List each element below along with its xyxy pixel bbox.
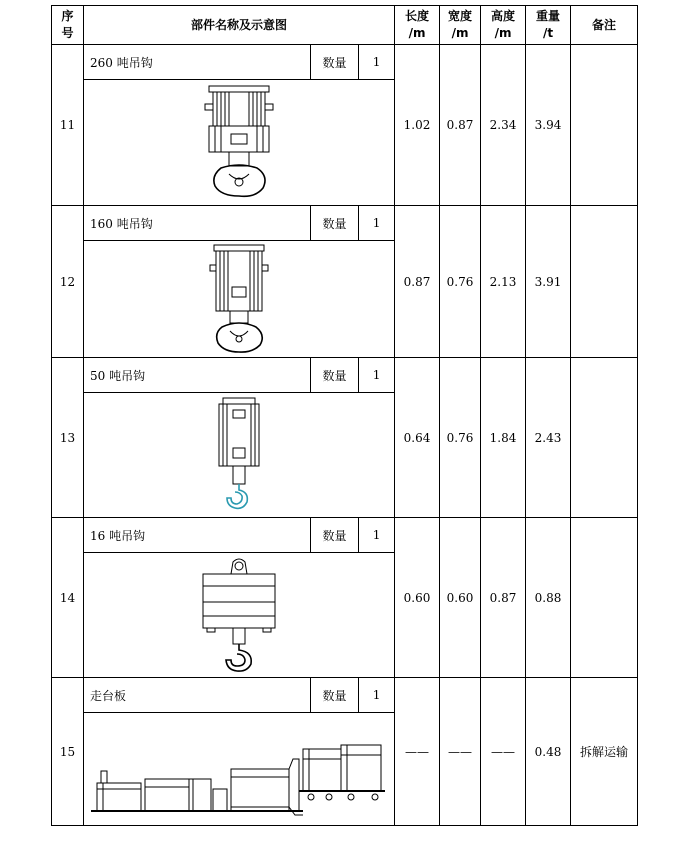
table-row xyxy=(52,678,638,713)
table-row xyxy=(52,358,638,393)
header-height xyxy=(481,6,526,45)
drawing-cell xyxy=(84,713,395,826)
row-weight: 2.43 xyxy=(526,358,571,518)
header-width xyxy=(440,6,481,45)
header-remark: 备注 xyxy=(571,6,638,45)
row-qty-label: 数量 xyxy=(311,206,359,241)
row-seq: 15 xyxy=(52,678,84,826)
spec-table-sheet xyxy=(51,5,637,826)
row-weight: 0.48 xyxy=(526,678,571,826)
row-seq: 12 xyxy=(52,206,84,358)
row-height: 2.13 xyxy=(481,206,526,358)
row-remark: 拆解运输 xyxy=(571,678,638,826)
table-row xyxy=(52,518,638,553)
row-remark xyxy=(571,206,638,358)
header-weight xyxy=(526,6,571,45)
header-height-label: 高度 xyxy=(491,9,516,23)
header-weight-unit: /t xyxy=(542,26,554,40)
row-width: 0.76 xyxy=(440,358,481,518)
header-length xyxy=(395,6,440,45)
header-width-unit: /m xyxy=(451,26,469,40)
header-weight-label: 重量 xyxy=(536,9,561,23)
row-name: 260 吨吊钩 xyxy=(84,45,311,80)
row-qty: 1 xyxy=(359,518,395,553)
hook-16t-drawing-icon xyxy=(199,556,279,674)
row-qty-label: 数量 xyxy=(311,45,359,80)
row-width: 0.60 xyxy=(440,518,481,678)
row-name: 160 吨吊钩 xyxy=(84,206,311,241)
row-name: 走台板 xyxy=(84,678,311,713)
row-remark xyxy=(571,358,638,518)
row-width: 0.76 xyxy=(440,206,481,358)
row-height: 2.34 xyxy=(481,45,526,206)
row-qty: 1 xyxy=(359,45,395,80)
row-length: 0.60 xyxy=(395,518,440,678)
row-height: 0.87 xyxy=(481,518,526,678)
drawing-cell xyxy=(84,553,395,678)
row-weight: 0.88 xyxy=(526,518,571,678)
drawing-cell xyxy=(84,80,395,206)
row-height: 1.84 xyxy=(481,358,526,518)
row-height: —— xyxy=(481,678,526,826)
row-length: 1.02 xyxy=(395,45,440,206)
row-width: —— xyxy=(440,678,481,826)
row-qty: 1 xyxy=(359,678,395,713)
row-qty-label: 数量 xyxy=(311,358,359,393)
header-row xyxy=(52,6,638,45)
row-qty-label: 数量 xyxy=(311,518,359,553)
header-seq xyxy=(52,6,84,45)
hook-160t-drawing-icon xyxy=(204,243,274,355)
hook-260t-drawing-icon xyxy=(199,84,279,202)
row-remark xyxy=(571,45,638,206)
row-seq: 13 xyxy=(52,358,84,518)
row-qty: 1 xyxy=(359,358,395,393)
header-length-label: 长度 xyxy=(405,9,430,23)
header-height-unit: /m xyxy=(494,26,512,40)
hook-50t-drawing-icon xyxy=(209,396,269,514)
row-length: 0.64 xyxy=(395,358,440,518)
header-length-unit: /m xyxy=(408,26,426,40)
row-name: 50 吨吊钩 xyxy=(84,358,311,393)
row-qty-label: 数量 xyxy=(311,678,359,713)
row-name: 16 吨吊钩 xyxy=(84,518,311,553)
table-row xyxy=(52,45,638,80)
header-width-label: 宽度 xyxy=(448,9,473,23)
row-length: —— xyxy=(395,678,440,826)
drawing-cell xyxy=(84,393,395,518)
component-spec-table xyxy=(51,5,638,826)
row-length: 0.87 xyxy=(395,206,440,358)
header-seq-line1: 序 xyxy=(61,9,74,23)
walkway-platform-drawing-icon xyxy=(89,719,389,819)
table-row xyxy=(52,206,638,241)
row-weight: 3.94 xyxy=(526,45,571,206)
row-seq: 14 xyxy=(52,518,84,678)
row-qty: 1 xyxy=(359,206,395,241)
row-weight: 3.91 xyxy=(526,206,571,358)
header-seq-line2: 号 xyxy=(61,26,74,40)
row-width: 0.87 xyxy=(440,45,481,206)
row-remark xyxy=(571,518,638,678)
header-name: 部件名称及示意图 xyxy=(84,6,395,45)
drawing-cell xyxy=(84,241,395,358)
row-seq: 11 xyxy=(52,45,84,206)
